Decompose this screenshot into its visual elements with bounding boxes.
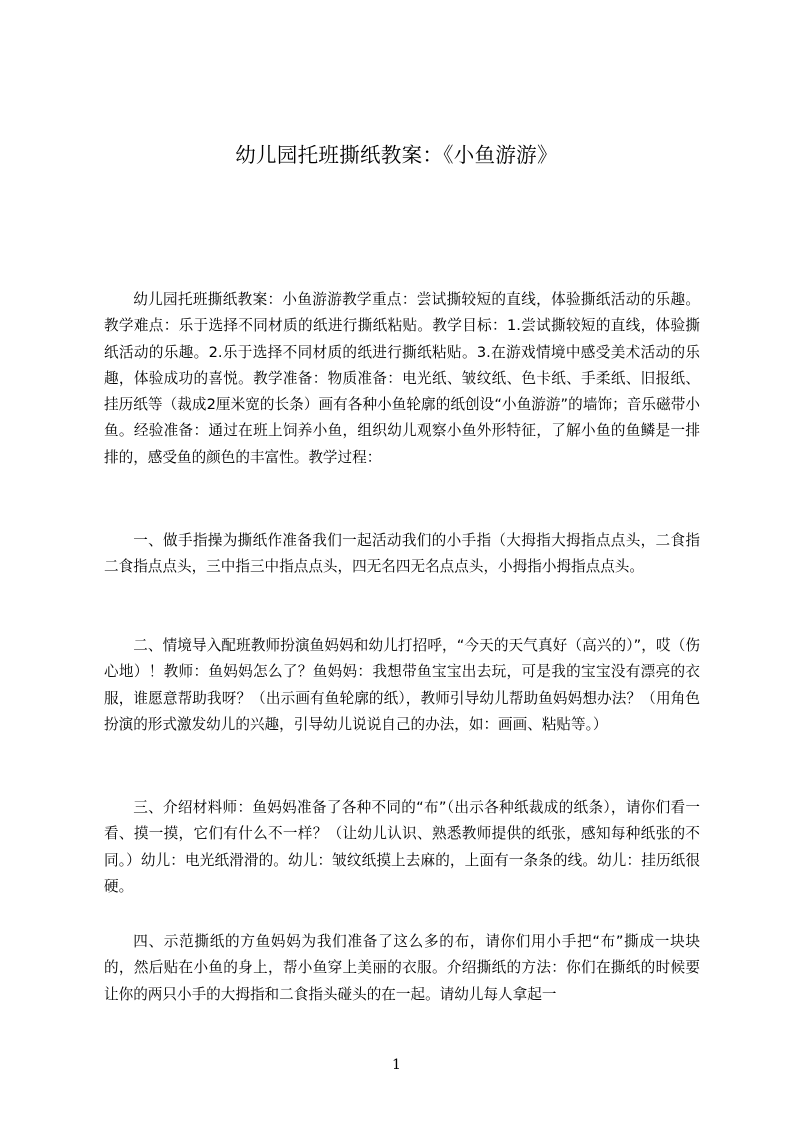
document-title: 幼儿园托班撕纸教案：《小鱼游游》 [235,143,558,167]
paragraph-step-1: 一、做手指操为撕纸作准备我们一起活动我们的小手指（大拇指大拇指点点头，二食指二食指点点头，三中指三中指点点头，四无名四无名点点头，小拇指小拇指点点头。 [104,532,700,576]
paragraph-step-2: 二、情境导入配班教师扮演鱼妈妈和幼儿打招呼，“今天的天气真好（高兴的）”，哎（伤心地）！教师：鱼妈妈怎么了？鱼妈妈：我想带鱼宝宝出去玩，可是我的宝宝没有漂亮的衣服，谁愿意帮助我呀？（出示画有鱼轮廓的纸），教师引导幼儿帮助鱼妈妈想办法？（用角色扮演的形式激发幼儿的兴趣，引导幼儿说说自己的办法，如：画画、粘贴等。） [104,637,700,733]
paragraph-intro: 幼儿园托班撕纸教案：小鱼游游教学重点：尝试撕较短的直线，体验撕纸活动的乐趣。教学难点：乐于选择不同材质的纸进行撕纸粘贴。教学目标：1.尝试撕较短的直线，体验撕纸活动的乐趣。2.乐于选择不同材质的纸进行撕纸粘贴。3.在游戏情境中感受美术活动的乐趣，体验成功的喜悦。教学准备：物质准备：电光纸、皱纹纸、色卡纸、手柔纸、旧报纸、挂历纸等（裁成2厘米宽的长条）画有各种小鱼轮廓的纸创设“小鱼游游”的墙饰；音乐磁带小鱼。经验准备：通过在班上饲养小鱼，组织幼儿观察小鱼外形特征，了解小鱼的鱼鳞是一排排的，感受鱼的颜色的丰富性。教学过程： [104,291,700,466]
paragraph-step-3: 三、介绍材料师：鱼妈妈准备了各种不同的“布”（出示各种纸裁成的纸条），请你们看一看、摸一摸，它们有什么不一样？（让幼儿认识、熟悉教师提供的纸张，感知每种纸张的不同。）幼儿：电光纸滑滑的。幼儿：皱纹纸摸上去麻的，上面有一条条的线。幼儿：挂历纸很硬。 [104,799,700,895]
paragraph-step-4: 四、示范撕纸的方鱼妈妈为我们准备了这么多的布，请你们用小手把“布”撕成一块块的，然后贴在小鱼的身上，帮小鱼穿上美丽的衣服。介绍撕纸的方法：你们在撕纸的时候要让你的两只小手的大拇指和二食指头碰头的在一起。请幼儿每人拿起一 [104,933,700,1003]
page-number: 1 [392,1057,401,1073]
